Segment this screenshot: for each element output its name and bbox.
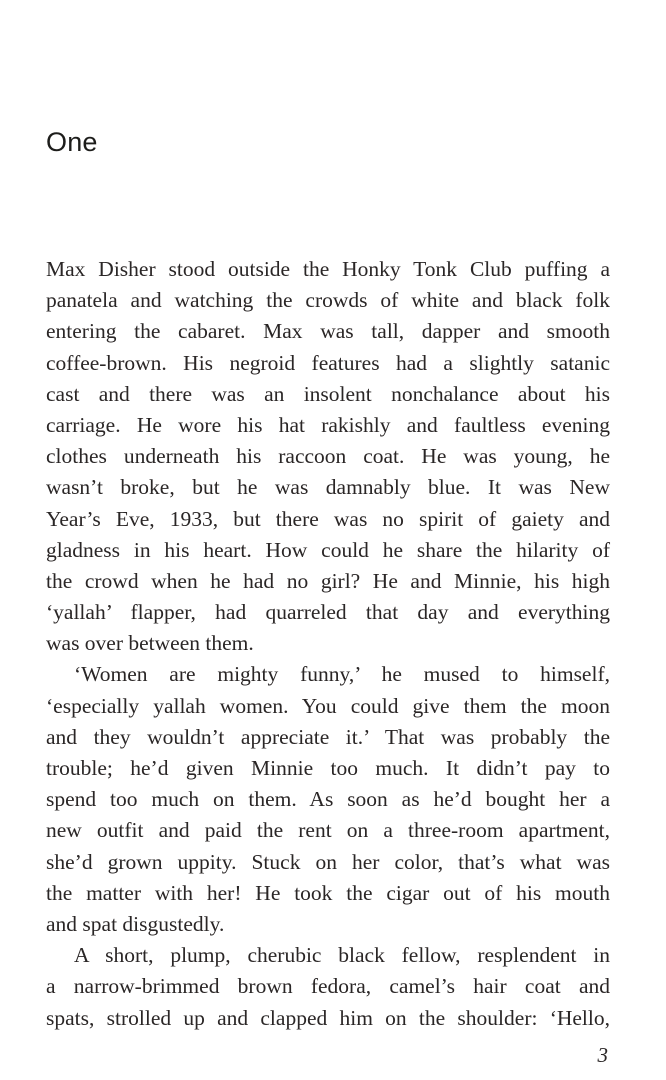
text-line: and they wouldn’t appreciate it.’ That was probably the: [46, 724, 610, 749]
text-line: gladness in his heart. How could he share the hilarity of: [46, 537, 610, 562]
text-line: the matter with her! He took the cigar out of his mouth: [46, 880, 610, 905]
text-line: coffee-brown. His negroid features had a slightly satanic: [46, 350, 610, 375]
text-line: ‘Women are mighty funny,’ he mused to himself,: [74, 662, 610, 687]
text-line: and spat disgustedly.: [46, 911, 225, 936]
paragraph: [46, 254, 610, 659]
page-number: 3: [597, 1043, 608, 1067]
text-line: ‘especially yallah women. You could give them the moon: [46, 693, 610, 718]
text-line: a narrow-brimmed brown fedora, camel’s hair coat and: [46, 974, 610, 999]
text-line: new outfit and paid the rent on a three-room apartment,: [46, 818, 610, 843]
text-line: was over between them.: [46, 631, 254, 656]
text-line: panatela and watching the crowds of white and black folk: [46, 288, 610, 313]
text-line: ‘yallah’ flapper, had quarreled that day and everything: [46, 600, 610, 625]
text-line: Year’s Eve, 1933, but there was no spirit of gaiety and: [46, 506, 610, 531]
text-line: spats, strolled up and clapped him on the shoulder: ‘Hello,: [46, 1005, 610, 1030]
paragraph: [46, 659, 610, 940]
paragraph: [46, 940, 610, 1034]
text-line: wasn’t broke, but he was damnably blue. It was New: [46, 475, 610, 500]
text-line: entering the cabaret. Max was tall, dapper and smooth: [46, 319, 610, 344]
text-line: A short, plump, cherubic black fellow, resplendent in: [74, 943, 610, 968]
chapter-title: One: [46, 127, 98, 157]
text-line: she’d grown uppity. Stuck on her color, that’s what was: [46, 849, 610, 874]
text-line: spend too much on them. As soon as he’d bought her a: [46, 787, 610, 812]
text-line: Max Disher stood outside the Honky Tonk Club puffing a: [46, 257, 610, 281]
text-line: carriage. He wore his hat rakishly and faultless evening: [46, 412, 610, 437]
text-line: the crowd when he had no girl? He and Minnie, his high: [46, 568, 610, 593]
text-line: clothes underneath his raccoon coat. He was young, he: [46, 444, 610, 469]
text-line: cast and there was an insolent nonchalance about his: [46, 381, 610, 406]
chapter-body: [46, 254, 610, 1034]
text-line: trouble; he’d given Minnie too much. It didn’t pay to: [46, 756, 610, 780]
